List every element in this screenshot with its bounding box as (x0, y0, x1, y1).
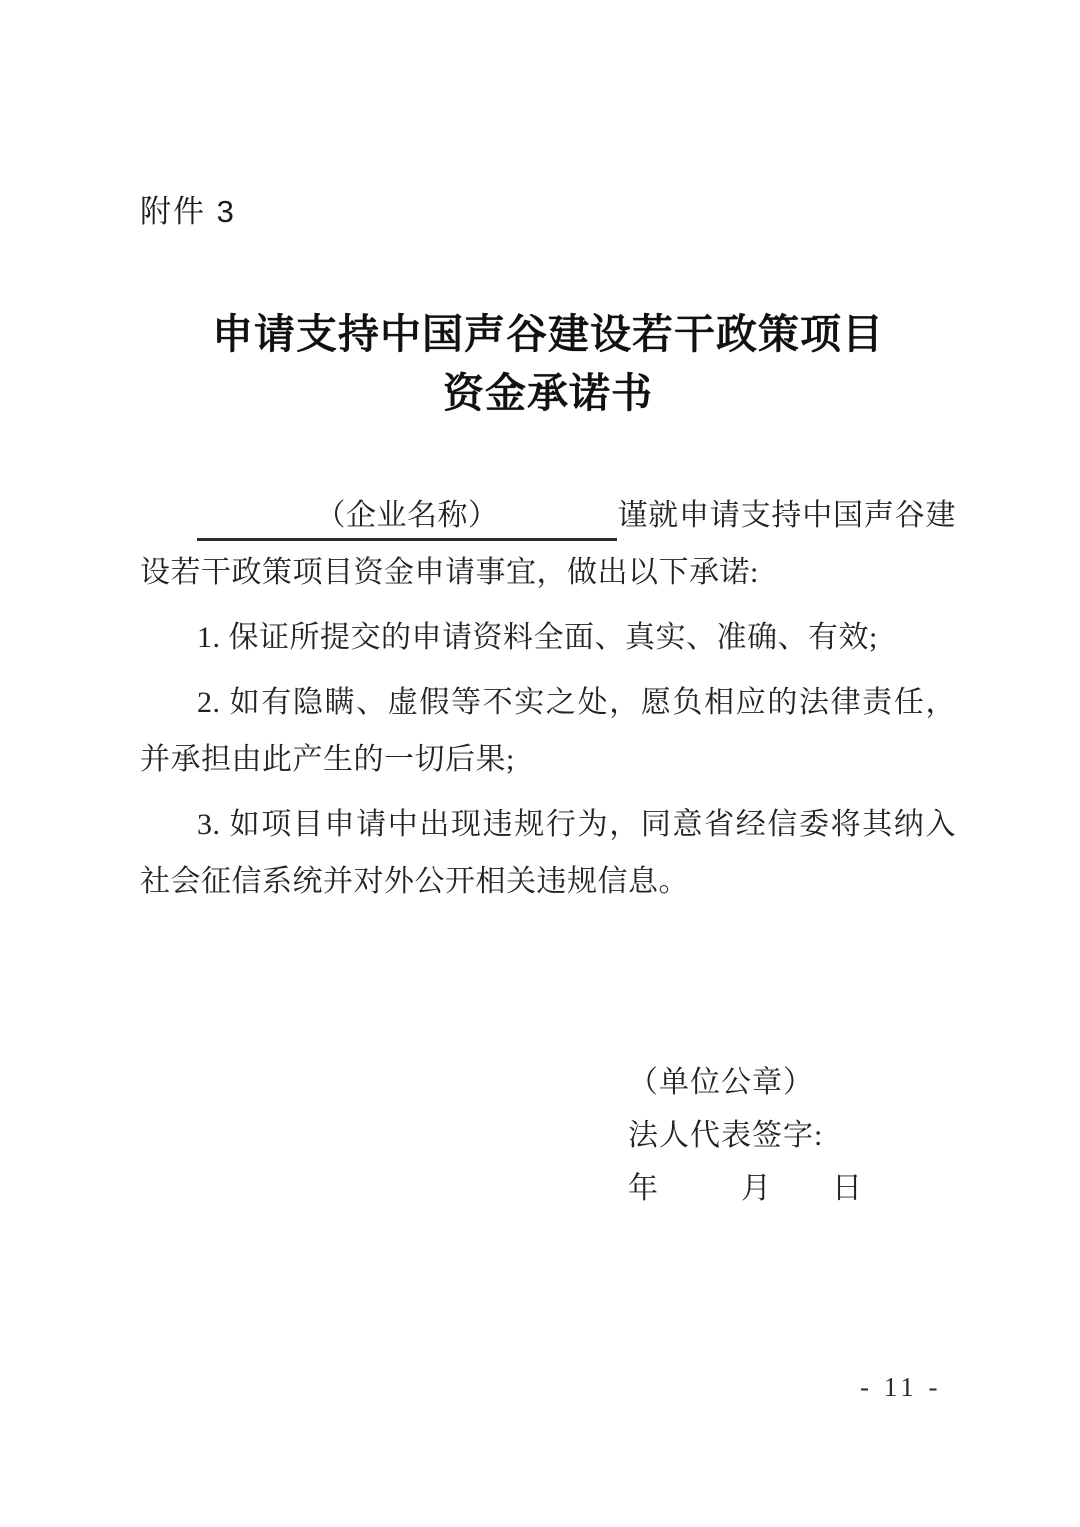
company-name-blank-line (197, 494, 617, 541)
intro-paragraph (140, 487, 956, 601)
date-line (628, 1162, 956, 1215)
attachment-label: 附件 3 (140, 194, 236, 229)
date-year-label: 年 (628, 1172, 659, 1205)
document-title-line2: 资金承诺书 (443, 370, 653, 416)
document-body (140, 487, 956, 910)
page-number: - 11 - (860, 1372, 942, 1402)
commitment-item-1: 1. 保证所提交的申请资料全面、真实、准确、有效; (197, 621, 878, 654)
unit-seal-line: （单位公章） (628, 1066, 814, 1099)
signature-block (628, 1056, 956, 1215)
company-name-label: （企业名称） (315, 499, 499, 532)
commitment-item-2: 2. 如有隐瞒、虚假等不实之处，愿负相应的法律责任，并承担由此产生的一切后果; (140, 686, 956, 776)
intro-text: 谨就申请支持中国声谷建设若干政策项目资金申请事宜，做出以下承诺: (140, 499, 956, 589)
date-day-label: 日 (832, 1172, 863, 1205)
legal-representative-signature-line: 法人代表签字: (628, 1119, 824, 1152)
commitment-item-3: 3. 如项目申请中出现违规行为，同意省经信委将其纳入社会征信系统并对外公开相关违规信息。 (140, 808, 956, 898)
document-title-line1: 申请支持中国声谷建设若干政策项目 (212, 311, 884, 357)
document-title (140, 305, 956, 423)
date-month-label: 月 (741, 1172, 772, 1205)
